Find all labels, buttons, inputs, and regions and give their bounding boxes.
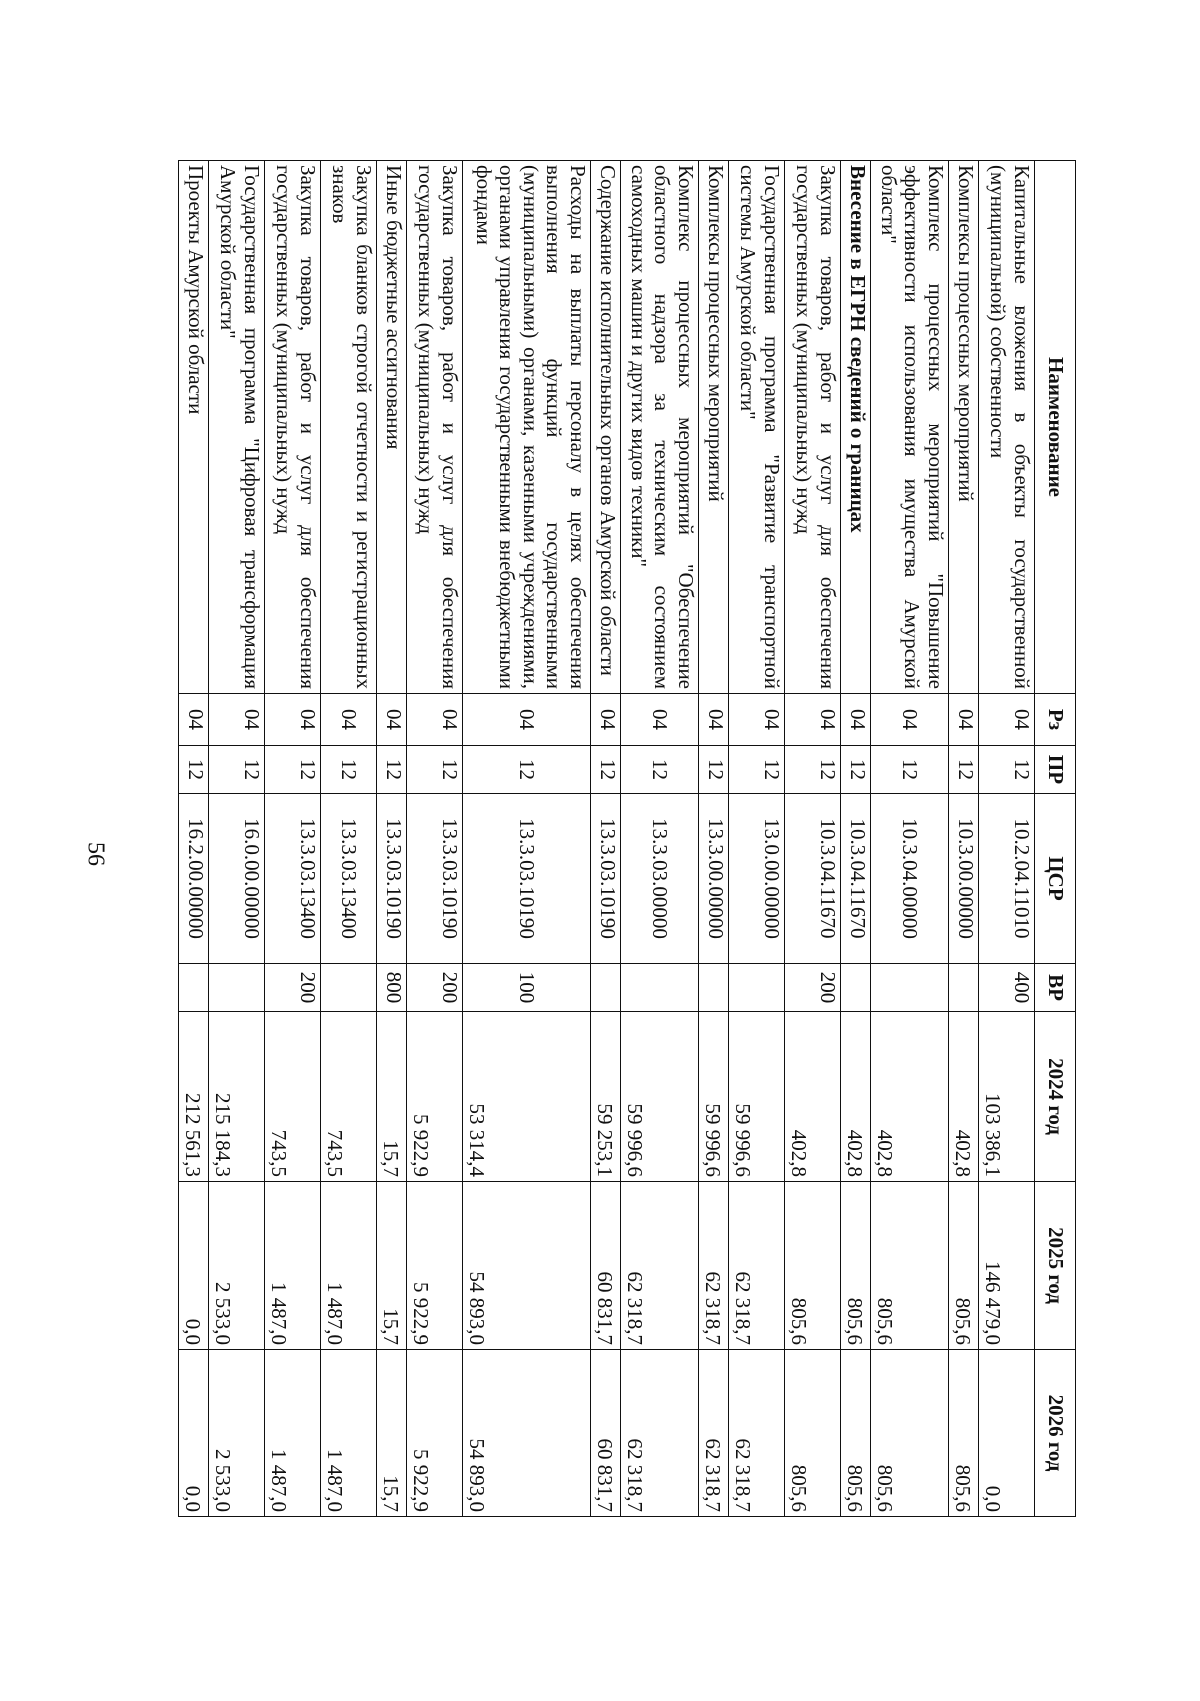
row-name: Внесение в ЕГРН сведений о границах <box>841 161 871 694</box>
row-pr: 12 <box>841 746 871 794</box>
row-2026: 1 487,0 <box>321 1350 377 1517</box>
row-2024: 53 314,4 <box>463 1012 591 1182</box>
row-2025: 62 318,7 <box>621 1182 699 1350</box>
row-rz: 04 <box>463 694 591 746</box>
table-row <box>699 161 729 1517</box>
row-csr: 13.3.03.10190 <box>407 794 463 964</box>
row-csr: 10.2.04.11010 <box>979 794 1035 964</box>
row-vr <box>729 964 785 1012</box>
row-2024: 215 184,3 <box>209 1012 265 1182</box>
row-pr: 12 <box>377 746 407 794</box>
row-2026: 805,6 <box>949 1350 979 1517</box>
row-2026: 15,7 <box>377 1350 407 1517</box>
row-pr: 12 <box>621 746 699 794</box>
row-rz: 04 <box>591 694 621 746</box>
table-row <box>265 161 321 1517</box>
row-rz: 04 <box>407 694 463 746</box>
row-2026: 805,6 <box>841 1350 871 1517</box>
row-2026: 62 318,7 <box>621 1350 699 1517</box>
row-pr: 12 <box>179 746 209 794</box>
row-vr <box>871 964 949 1012</box>
row-vr <box>949 964 979 1012</box>
row-name: Комплекс процессных мероприятий "Повышение эффективности использования имущества Амурской области" <box>871 161 949 694</box>
table-row <box>979 161 1035 1517</box>
row-pr: 12 <box>785 746 841 794</box>
table-row <box>591 161 621 1517</box>
row-2024: 402,8 <box>949 1012 979 1182</box>
row-vr <box>841 964 871 1012</box>
row-csr: 13.3.03.10190 <box>463 794 591 964</box>
row-csr: 13.3.03.13400 <box>265 794 321 964</box>
header-2025: 2025 год <box>1035 1182 1076 1350</box>
table-row <box>209 161 265 1517</box>
row-2026: 5 922,9 <box>407 1350 463 1517</box>
row-2026: 60 831,7 <box>591 1350 621 1517</box>
row-vr <box>699 964 729 1012</box>
row-pr: 12 <box>321 746 377 794</box>
row-csr: 13.3.03.13400 <box>321 794 377 964</box>
table-row <box>377 161 407 1517</box>
row-2025: 54 893,0 <box>463 1182 591 1350</box>
row-vr: 200 <box>265 964 321 1012</box>
header-rz: Рз <box>1035 694 1076 746</box>
row-pr: 12 <box>265 746 321 794</box>
row-name: Комплексы процессных мероприятий <box>949 161 979 694</box>
row-2025: 15,7 <box>377 1182 407 1350</box>
row-csr: 10.3.04.00000 <box>871 794 949 964</box>
row-rz: 04 <box>729 694 785 746</box>
row-2025: 805,6 <box>949 1182 979 1350</box>
row-2025: 805,6 <box>871 1182 949 1350</box>
row-pr: 12 <box>699 746 729 794</box>
row-rz: 04 <box>979 694 1035 746</box>
row-pr: 12 <box>463 746 591 794</box>
row-2025: 805,6 <box>785 1182 841 1350</box>
row-csr: 16.2.00.00000 <box>179 794 209 964</box>
row-name: Государственная программа "Цифровая трансформация Амурской области" <box>209 161 265 694</box>
row-csr: 10.3.04.11670 <box>785 794 841 964</box>
table-row <box>841 161 871 1517</box>
table-row <box>321 161 377 1517</box>
row-vr <box>321 964 377 1012</box>
row-vr: 400 <box>979 964 1035 1012</box>
row-2026: 2 533,0 <box>209 1350 265 1517</box>
row-name: Иные бюджетные ассигнования <box>377 161 407 694</box>
row-csr: 16.0.00.00000 <box>209 794 265 964</box>
row-csr: 13.3.03.10190 <box>591 794 621 964</box>
row-name: Содержание исполнительных органов Амурской области <box>591 161 621 694</box>
row-2025: 146 479,0 <box>979 1182 1035 1350</box>
row-2025: 60 831,7 <box>591 1182 621 1350</box>
row-pr: 12 <box>871 746 949 794</box>
row-name: Комплекс процессных мероприятий "Обеспечение областного надзора за техническим состоянием самоходных машин и других видов техники" <box>621 161 699 694</box>
row-name: Проекты Амурской области <box>179 161 209 694</box>
row-csr: 10.3.00.00000 <box>949 794 979 964</box>
row-2024: 59 996,6 <box>699 1012 729 1182</box>
row-2024: 212 561,3 <box>179 1012 209 1182</box>
row-2026: 62 318,7 <box>729 1350 785 1517</box>
row-rz: 04 <box>621 694 699 746</box>
row-vr <box>621 964 699 1012</box>
row-2025: 62 318,7 <box>699 1182 729 1350</box>
row-2026: 0,0 <box>179 1350 209 1517</box>
row-csr: 10.3.04.11670 <box>841 794 871 964</box>
budget-table <box>178 160 1076 1517</box>
header-vr: ВР <box>1035 964 1076 1012</box>
row-pr: 12 <box>591 746 621 794</box>
row-2025: 2 533,0 <box>209 1182 265 1350</box>
row-2026: 1 487,0 <box>265 1350 321 1517</box>
row-2024: 402,8 <box>785 1012 841 1182</box>
row-2024: 402,8 <box>871 1012 949 1182</box>
table-row <box>729 161 785 1517</box>
table-row <box>179 161 209 1517</box>
row-2026: 805,6 <box>785 1350 841 1517</box>
table-row <box>871 161 949 1517</box>
row-2024: 103 386,1 <box>979 1012 1035 1182</box>
row-2025: 1 487,0 <box>265 1182 321 1350</box>
row-2026: 62 318,7 <box>699 1350 729 1517</box>
row-2025: 1 487,0 <box>321 1182 377 1350</box>
row-csr: 13.0.00.00000 <box>729 794 785 964</box>
row-2024: 59 253,1 <box>591 1012 621 1182</box>
row-vr <box>209 964 265 1012</box>
row-vr <box>591 964 621 1012</box>
table-row <box>407 161 463 1517</box>
row-name: Капитальные вложения в объекты государственной (муниципальной) собственности <box>979 161 1035 694</box>
row-pr: 12 <box>729 746 785 794</box>
row-2024: 402,8 <box>841 1012 871 1182</box>
row-rz: 04 <box>321 694 377 746</box>
row-2026: 54 893,0 <box>463 1350 591 1517</box>
row-2026: 805,6 <box>871 1350 949 1517</box>
row-rz: 04 <box>699 694 729 746</box>
row-name: Комплексы процессных мероприятий <box>699 161 729 694</box>
row-name: Закупка товаров, работ и услуг для обеспечения государственных (муниципальных) нужд <box>265 161 321 694</box>
row-csr: 13.3.03.10190 <box>377 794 407 964</box>
table-row <box>949 161 979 1517</box>
row-vr <box>179 964 209 1012</box>
header-2026: 2026 год <box>1035 1350 1076 1517</box>
row-rz: 04 <box>785 694 841 746</box>
row-pr: 12 <box>949 746 979 794</box>
table-row <box>621 161 699 1517</box>
header-2024: 2024 год <box>1035 1012 1076 1182</box>
row-2026: 0,0 <box>979 1350 1035 1517</box>
table-header-row <box>1035 161 1076 1517</box>
row-name: Закупка товаров, работ и услуг для обеспечения государственных (муниципальных) нужд <box>785 161 841 694</box>
row-rz: 04 <box>377 694 407 746</box>
row-2024: 59 996,6 <box>621 1012 699 1182</box>
row-pr: 12 <box>209 746 265 794</box>
row-rz: 04 <box>209 694 265 746</box>
row-2024: 15,7 <box>377 1012 407 1182</box>
row-2025: 0,0 <box>179 1182 209 1350</box>
row-2025: 62 318,7 <box>729 1182 785 1350</box>
row-2024: 5 922,9 <box>407 1012 463 1182</box>
row-rz: 04 <box>871 694 949 746</box>
row-pr: 12 <box>979 746 1035 794</box>
rotated-page-content <box>180 160 1076 1516</box>
row-name: Закупка товаров, работ и услуг для обеспечения государственных (муниципальных) нужд <box>407 161 463 694</box>
row-2024: 59 996,6 <box>729 1012 785 1182</box>
page-number: 56 <box>82 842 109 866</box>
table-row <box>785 161 841 1517</box>
row-name: Государственная программа "Развитие транспортной системы Амурской области" <box>729 161 785 694</box>
table-row <box>463 161 591 1517</box>
header-pr: ПР <box>1035 746 1076 794</box>
row-rz: 04 <box>265 694 321 746</box>
row-2024: 743,5 <box>265 1012 321 1182</box>
header-name: Наименование <box>1035 161 1076 694</box>
row-name: Расходы на выплаты персоналу в целях обеспечения выполнения функций государственными (муниципальными) органами, казенными учреждениями, органами управления государственными внебюджетными фондами <box>463 161 591 694</box>
row-2024: 743,5 <box>321 1012 377 1182</box>
row-rz: 04 <box>949 694 979 746</box>
row-vr: 200 <box>407 964 463 1012</box>
row-csr: 13.3.00.00000 <box>699 794 729 964</box>
row-2025: 5 922,9 <box>407 1182 463 1350</box>
row-pr: 12 <box>407 746 463 794</box>
row-name: Закупка бланков строгой отчетности и регистрационных знаков <box>321 161 377 694</box>
header-csr: ЦСР <box>1035 794 1076 964</box>
row-rz: 04 <box>179 694 209 746</box>
row-2025: 805,6 <box>841 1182 871 1350</box>
row-csr: 13.3.03.00000 <box>621 794 699 964</box>
row-rz: 04 <box>841 694 871 746</box>
row-vr: 100 <box>463 964 591 1012</box>
row-vr: 800 <box>377 964 407 1012</box>
row-vr: 200 <box>785 964 841 1012</box>
